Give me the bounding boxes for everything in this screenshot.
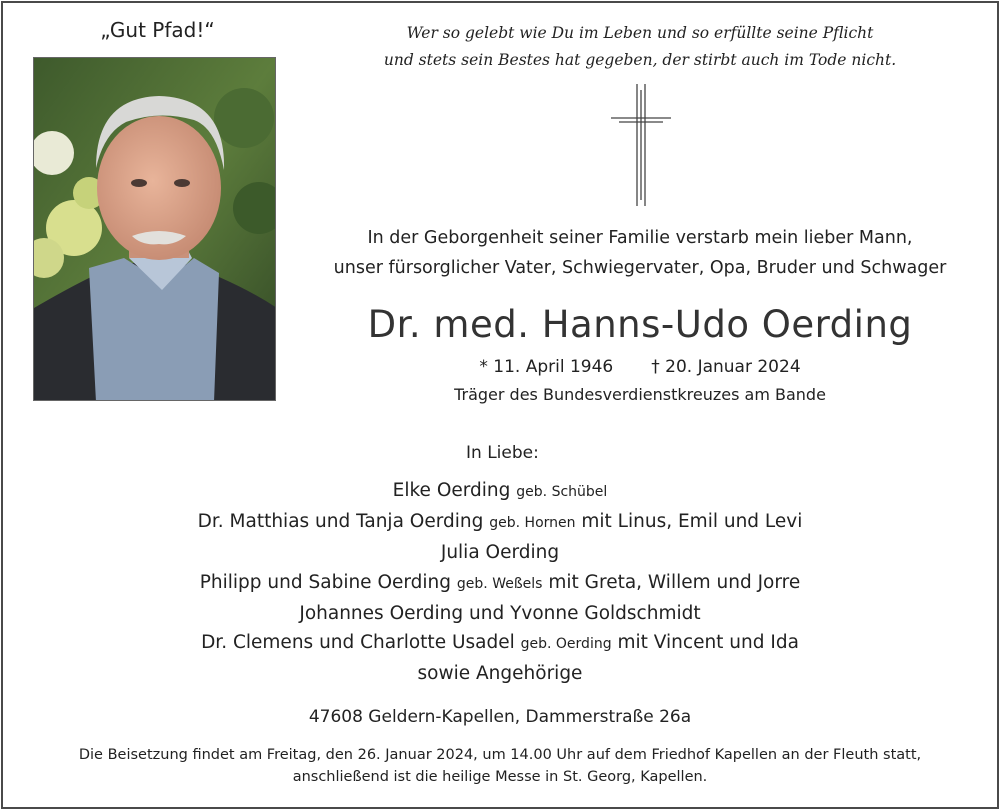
poem (340, 20, 940, 74)
poem-line: Wer so gelebt wie Du im Leben und so erfüllte seine Pflicht (406, 24, 874, 42)
family-line: Elke Oerding geb. Schübel (392, 480, 608, 501)
family-line: Dr. Matthias und Tanja Oerding geb. Hornen mit Linus, Emil und Levi (197, 511, 803, 533)
family-line: Dr. Clemens und Charlotte Usadel geb. Oerding mit Vincent und Ida (201, 632, 799, 654)
intro-line: unser fürsorglicher Vater, Schwiegervater, Opa, Bruder und Schwager (333, 258, 947, 278)
honor-text: Träger des Bundesverdienstkreuzes am Bande (454, 385, 826, 404)
deceased-name: Dr. med. Hanns-Udo Oerding (367, 303, 913, 346)
family-list (100, 476, 900, 688)
family-address: 47608 Geldern-Kapellen, Dammerstraße 26a (308, 707, 692, 727)
burial-line: anschließend ist die heilige Messe in St. Georg, Kapellen. (292, 769, 708, 785)
motto: „Gut Pfad!“ (100, 18, 215, 42)
birth-date: * 11. April 1946 (479, 357, 614, 377)
burial-notice (20, 744, 980, 788)
family-line: Philipp und Sabine Oerding geb. Weßels mit Greta, Willem und Jorre (199, 571, 801, 593)
life-dates (300, 354, 980, 380)
family-line: Johannes Oerding und Yvonne Goldschmidt (299, 602, 701, 624)
announcement-text (300, 223, 980, 283)
poem-line: und stets sein Bestes hat gegeben, der stirbt auch im Tode nicht. (383, 51, 897, 69)
cross-icon (605, 82, 677, 208)
death-date: † 20. Januar 2024 (651, 357, 801, 377)
portrait-photo (33, 57, 276, 401)
family-line: Julia Oerding (440, 542, 560, 564)
burial-line: Die Beisetzung findet am Freitag, den 26. Januar 2024, um 14.00 Uhr auf dem Friedhof Kapellen an der Fleuth statt, (78, 747, 922, 763)
intro-line: In der Geborgenheit seiner Familie verstarb mein lieber Mann, (367, 228, 913, 248)
family-line: sowie Angehörige (417, 663, 583, 685)
in-love-label: In Liebe: (466, 443, 539, 463)
